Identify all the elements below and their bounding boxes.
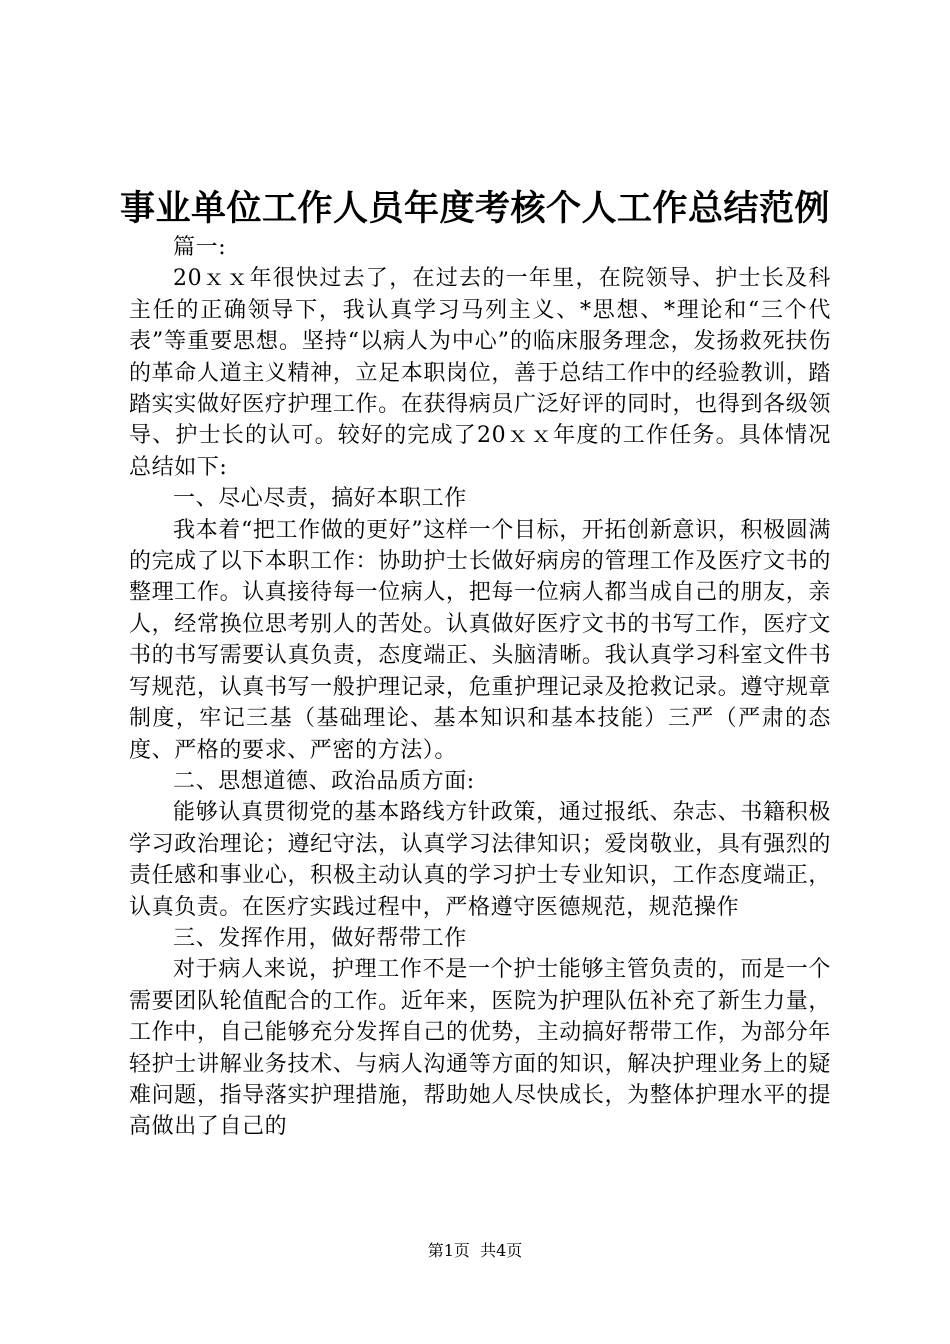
section-2-paragraph: 能够认真贯彻党的基本路线方针政策，通过报纸、杂志、书籍积极学习政治理论；遵纪守法，认真学习法律知识；爱岗敬业，具有强烈的责任感和事业心，积极主动认真的学习护士专业知识，工作态度端正，认真负责。在医疗实践过程中，严格遵守医德规范，规范操作 [129,800,831,920]
intro-paragraph: 20ｘｘ年很快过去了，在过去的一年里，在院领导、护士长及科主任的正确领导下，我认真学习马列主义、*思想、*理论和“三个代表”等重要思想。坚持“以病人为中心”的临床服务理念，发扬救死扶伤的革命人道主义精神，立足本职岗位，善于总结工作中的经验教训，踏踏实实做好医疗护理工作。在获得病员广泛好评的同时，也得到各级领导、护士长的认可。较好的完成了20ｘｘ年度的工作任务。具体情况总结如下: [129,266,831,480]
page-number-footer: 第1页 共4页 [427,1241,523,1260]
section-3-paragraph: 对于病人来说，护理工作不是一个护士能够主管负责的，而是一个需要团队轮值配合的工作。近年来，医院为护理队伍补充了新生力量，工作中，自己能够充分发挥自己的优势，主动搞好帮带工作，为部分年轻护士讲解业务技术、与病人沟通等方面的知识，解决护理业务上的疑难问题，指导落实护理措施，帮助她人尽快成长，为整体护理水平的提高做出了自己的 [129,957,831,1140]
section-heading-3: 三、发挥作用，做好帮带工作 [173,925,467,951]
document-body [129,232,831,1143]
section-heading-1: 一、尽心尽责，搞好本职工作 [173,486,467,512]
section-label-part-one: 篇一: [173,235,227,260]
document-title: 事业单位工作人员年度考核个人工作总结范例 [119,188,830,229]
section-1-paragraph: 我本着“把工作做的更好”这样一个目标，开拓创新意识，积极圆满的完成了以下本职工作：协助护士长做好病房的管理工作及医疗文书的整理工作。认真接待每一位病人，把每一位病人都当成自己的朋友，亲人，经常换位思考别人的苦处。认真做好医疗文书的书写工作，医疗文书的书写需要认真负责，态度端正、头脑清晰。我认真学习科室文件书写规范，认真书写一般护理记录，危重护理记录及抢救记录。遵守规章制度，牢记三基（基础理论、基本知识和基本技能）三严（严肃的态度、严格的要求、严密的方法）。 [129,517,831,763]
section-heading-2: 二、思想道德、政治品质方面: [173,768,475,794]
